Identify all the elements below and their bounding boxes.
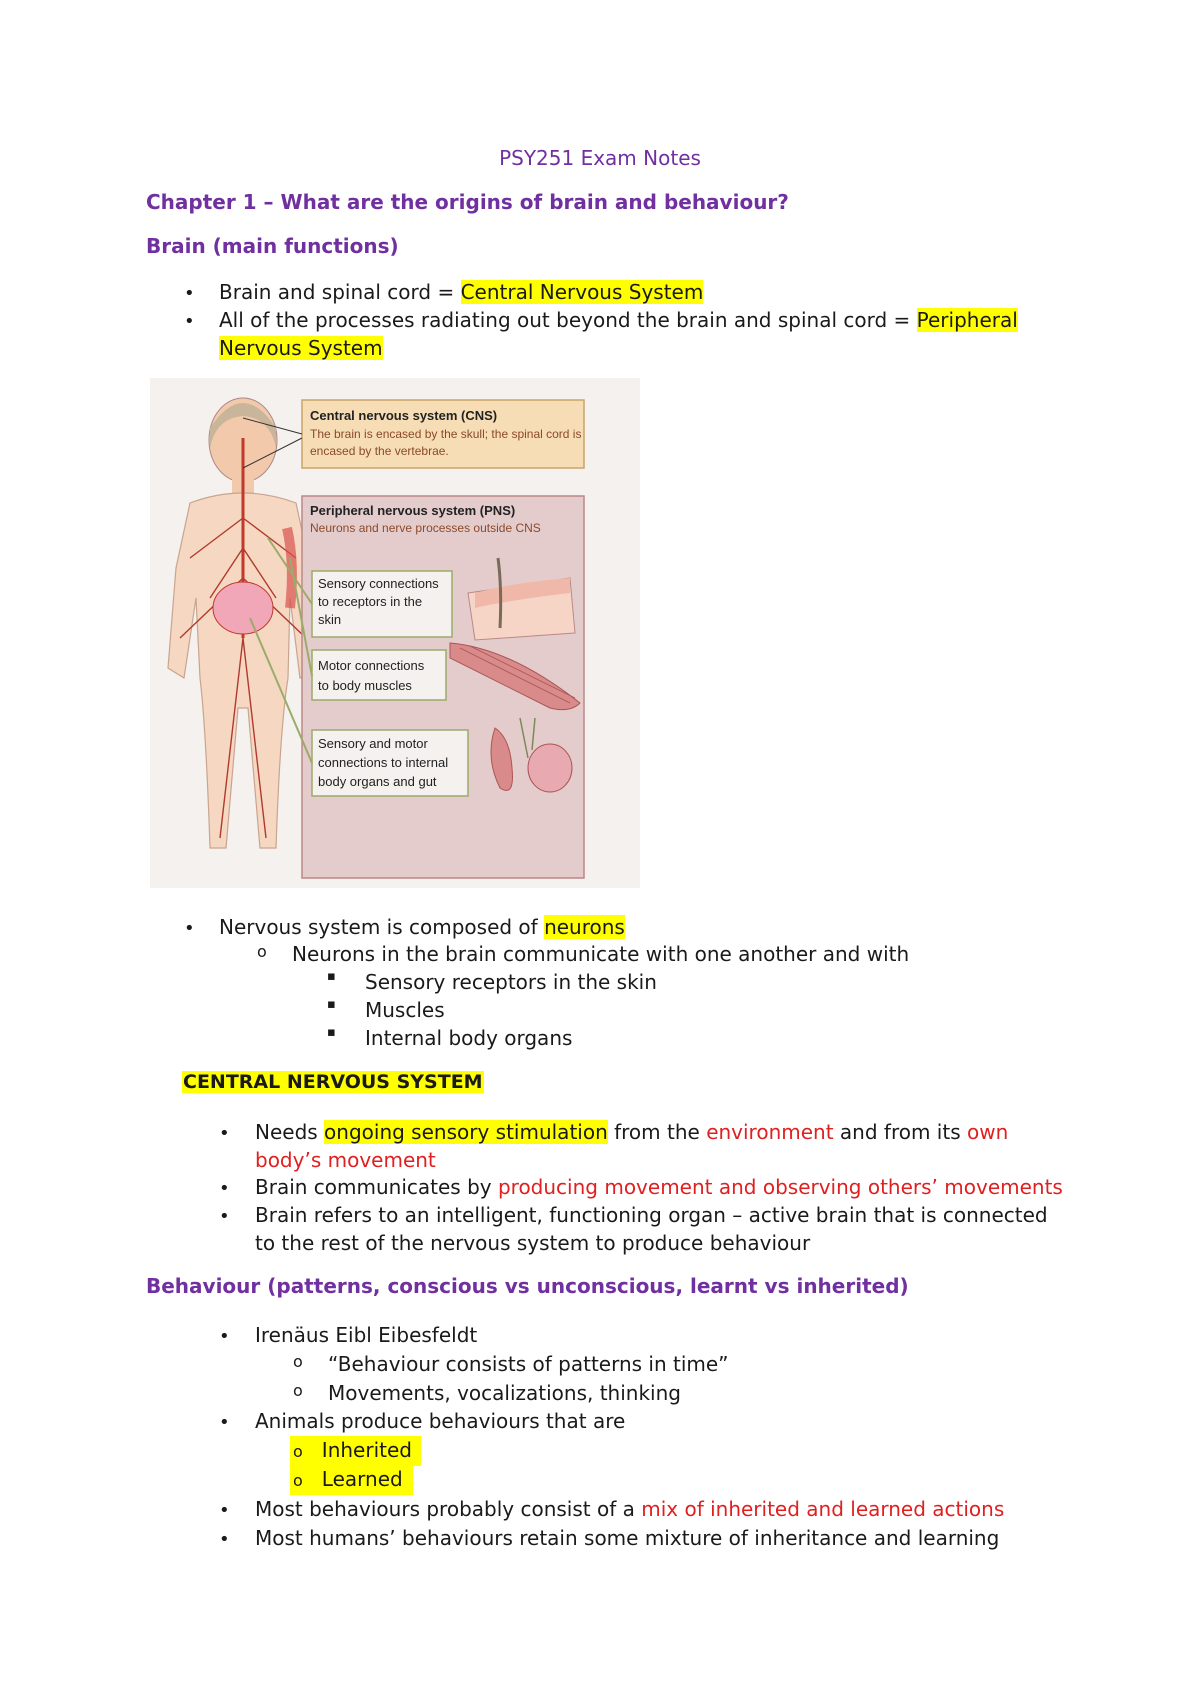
sensory-skin-l1: Sensory connections <box>318 576 439 591</box>
author-name: Irenäus Eibl Eibesfeldt <box>255 1323 478 1347</box>
organs-gut-l1: Sensory and motor <box>318 736 428 751</box>
bullet-marker: • <box>184 311 195 332</box>
inherited-item <box>290 1436 421 1466</box>
cns-box-line1: The brain is encased by the skull; the spinal cord is <box>310 427 582 441</box>
motor-muscle-l1: Motor connections <box>318 658 425 673</box>
subsub-bullet-marker: ▪ <box>327 969 336 984</box>
sub-bullet-marker: o <box>257 942 267 961</box>
bullet-marker: • <box>184 918 195 939</box>
cns-stimulation-line1 <box>255 1118 1008 1146</box>
sub-bullet-marker: o <box>293 1352 303 1371</box>
neurons-term-highlight: neurons <box>544 915 625 939</box>
page-title: PSY251 Exam Notes <box>499 146 701 170</box>
inherited-text: Inherited <box>321 1438 412 1462</box>
bullet-marker: • <box>219 1206 230 1227</box>
mixed-behaviours <box>255 1495 1004 1523</box>
behaviour-quote: “Behaviour consists of patterns in time” <box>328 1352 729 1376</box>
sub-bullet-marker: o <box>293 1471 303 1490</box>
cns-text: from the <box>607 1120 707 1144</box>
movement-red: producing movement and observing others’ movements <box>497 1175 1063 1199</box>
pns-definition-cont <box>219 334 383 362</box>
cns-stimulation-line2 <box>255 1146 436 1174</box>
body-movement-red: body’s movement <box>255 1148 436 1172</box>
brain-definition-line2: to the rest of the nervous system to produce behaviour <box>255 1231 811 1255</box>
pns-box-title: Peripheral nervous system (PNS) <box>310 503 516 518</box>
cns-box-title: Central nervous system (CNS) <box>310 408 498 423</box>
sub-bullet-marker: o <box>293 1381 303 1400</box>
behaviour-section-heading: Behaviour (patterns, conscious vs unconscious, learnt vs inherited) <box>146 1274 909 1298</box>
sub-bullet-marker: o <box>293 1442 303 1461</box>
neurons-statement <box>219 913 625 941</box>
mixed-text: Most behaviours probably consist of a <box>255 1497 642 1521</box>
pns-term-highlight: Peripheral <box>916 308 1018 332</box>
cns-term-highlight: Central Nervous System <box>460 280 704 304</box>
bullet-marker: • <box>219 1500 230 1521</box>
bullet-marker: • <box>219 1326 230 1347</box>
bullet-marker: • <box>219 1123 230 1144</box>
cns-definition-text: Brain and spinal cord = <box>219 280 461 304</box>
bullet-marker: • <box>219 1412 230 1433</box>
cns-communication <box>255 1173 1063 1201</box>
target-internal-organs: Internal body organs <box>365 1026 573 1050</box>
pns-definition <box>219 306 1018 334</box>
cns-section-heading: CENTRAL NERVOUS SYSTEM <box>183 1071 483 1093</box>
subsub-bullet-marker: ▪ <box>327 1025 336 1040</box>
bullet-marker: • <box>184 283 195 304</box>
behaviour-examples: Movements, vocalizations, thinking <box>328 1381 681 1405</box>
animals-behaviours: Animals produce behaviours that are <box>255 1409 626 1433</box>
bullet-marker: • <box>219 1178 230 1199</box>
environment-red: environment <box>706 1120 834 1144</box>
sensory-skin-l3: skin <box>318 612 342 627</box>
neurons-statement-text: Nervous system is composed of <box>219 915 545 939</box>
brain-definition-line1: Brain refers to an intelligent, functioning organ – active brain that is connected <box>255 1203 1048 1227</box>
bullet-marker: • <box>219 1529 230 1550</box>
cns-box-line2: encased by the vertebrae. <box>310 444 449 458</box>
pns-definition-text: All of the processes radiating out beyond the brain and spinal cord = <box>219 308 917 332</box>
neurons-communicate: Neurons in the brain communicate with one another and with <box>292 942 910 966</box>
pns-term-highlight-cont: Nervous System <box>219 336 383 360</box>
brain-section-heading: Brain (main functions) <box>146 234 399 258</box>
cns-text: Needs <box>255 1120 325 1144</box>
mix-red: mix of inherited and learned actions <box>641 1497 1005 1521</box>
sensory-skin-l2: to receptors in the <box>318 594 423 609</box>
organs-gut-l3: body organs and gut <box>318 774 437 789</box>
subsub-bullet-marker: ▪ <box>327 997 336 1012</box>
target-muscles: Muscles <box>365 998 445 1022</box>
cns-text: and from its <box>833 1120 967 1144</box>
motor-muscle-l2: to body muscles <box>318 678 412 693</box>
pns-box-line1: Neurons and nerve processes outside CNS <box>310 521 541 535</box>
cns-text: Brain communicates by <box>255 1175 498 1199</box>
learned-text: Learned <box>321 1467 403 1491</box>
human-behaviours: Most humans’ behaviours retain some mixture of inheritance and learning <box>255 1526 1000 1550</box>
organs-gut-l2: connections to internal <box>318 755 449 770</box>
stimulation-highlight: ongoing sensory stimulation <box>324 1120 608 1144</box>
target-sensory-receptors: Sensory receptors in the skin <box>365 970 657 994</box>
cns-definition <box>219 278 703 306</box>
own-red: own <box>966 1120 1009 1144</box>
nervous-system-figure <box>150 378 640 888</box>
chapter-heading: Chapter 1 – What are the origins of brain and behaviour? <box>146 190 789 214</box>
learned-item <box>290 1465 413 1495</box>
